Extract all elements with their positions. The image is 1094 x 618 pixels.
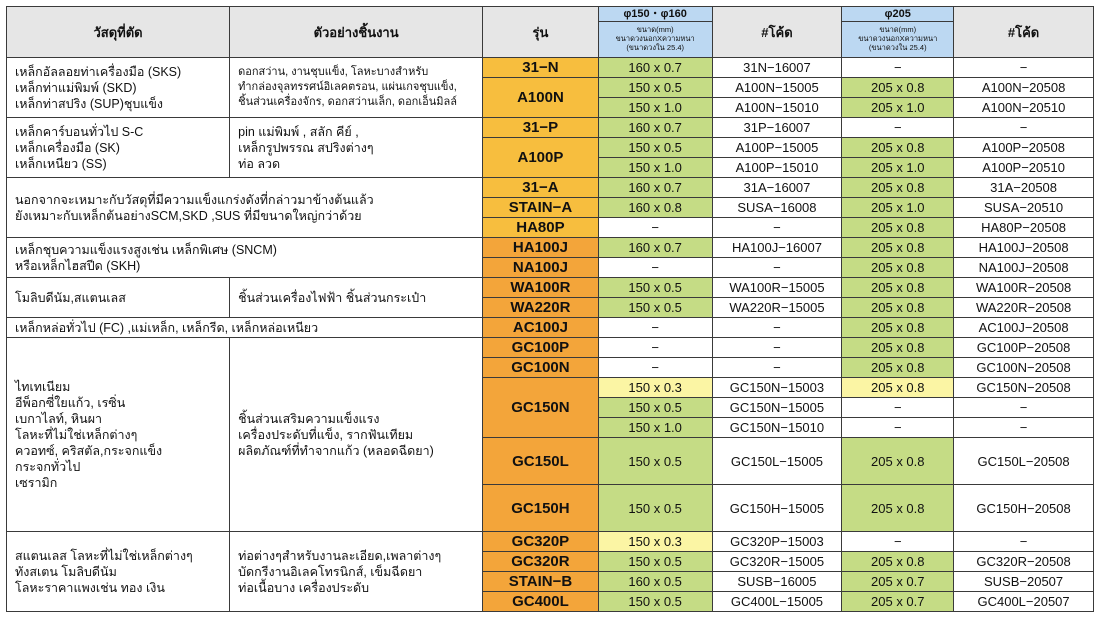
size150-cell: 160 x 0.7 (598, 58, 712, 78)
size205-cell: 205 x 0.8 (842, 138, 954, 158)
size150-cell: − (598, 318, 712, 338)
size150-cell: 150 x 0.5 (598, 398, 712, 418)
code205-cell: GC400L−20507 (954, 592, 1094, 612)
size150-cell: 150 x 0.5 (598, 78, 712, 98)
model-cell: 31−A (483, 178, 599, 198)
model-cell: GC400L (483, 592, 599, 612)
code205-cell: − (954, 532, 1094, 552)
size205-cell: 205 x 0.8 (842, 258, 954, 278)
model-cell: GC150H (483, 485, 599, 532)
size150-cell: − (598, 358, 712, 378)
table-row (7, 238, 1094, 258)
size205-cell: 205 x 0.8 (842, 178, 954, 198)
size205-cell: 205 x 0.8 (842, 318, 954, 338)
example-cell: ดอกสว่าน, งานชุบแข็ง, โลหะบางสำหรับ ทำกล่องจุลทรรศน์อิเลคตรอน, แผ่นเกจชุบแข็ง, ชิ้นส่วนเครื่องจักร, ดอกสว่านเล็ก, ดอกเอ็นมิลล์ (230, 58, 483, 118)
model-cell: STAIN−B (483, 572, 599, 592)
model-cell: A100P (483, 138, 599, 178)
code150-cell: − (712, 218, 842, 238)
size150-cell: 160 x 0.7 (598, 238, 712, 258)
code205-cell: GC100P−20508 (954, 338, 1094, 358)
phi205-sub2: ขนาดวงนอกXความหนา (858, 34, 938, 43)
code205-cell: 31A−20508 (954, 178, 1094, 198)
code205-cell: HA80P−20508 (954, 218, 1094, 238)
model-cell: GC150L (483, 438, 599, 485)
size150-cell: 150 x 0.5 (598, 592, 712, 612)
code150-cell: − (712, 358, 842, 378)
code205-cell: GC150L−20508 (954, 438, 1094, 485)
size205-cell: 205 x 0.8 (842, 438, 954, 485)
table-row (7, 532, 1094, 552)
material-cell: นอกจากจะเหมาะกับวัสดุที่มีความแข็งแกร่งดังที่กล่าวมาข้างต้นแล้ว ยังเหมาะกับเหล็กต้นอย่างSCM,SKD ,SUS ที่มีขนาดใหญ่กว่าด้วย (7, 178, 483, 238)
code205-cell: GC320R−20508 (954, 552, 1094, 572)
code150-cell: GC150H−15005 (712, 485, 842, 532)
phi205-sub1: ขนาด(mm) (879, 25, 917, 34)
size150-cell: 150 x 0.5 (598, 278, 712, 298)
header-material: วัสดุที่ตัด (7, 7, 230, 58)
code205-cell: HA100J−20508 (954, 238, 1094, 258)
code150-cell: 31N−16007 (712, 58, 842, 78)
size150-cell: 150 x 0.3 (598, 378, 712, 398)
table-row (7, 118, 1094, 138)
size150-cell: 150 x 1.0 (598, 418, 712, 438)
code150-cell: 31P−16007 (712, 118, 842, 138)
header-phi150 (598, 7, 712, 58)
code150-cell: SUSA−16008 (712, 198, 842, 218)
code150-cell: A100N−15010 (712, 98, 842, 118)
model-cell: STAIN−A (483, 198, 599, 218)
size150-cell: 150 x 0.5 (598, 138, 712, 158)
size205-cell: 205 x 0.7 (842, 592, 954, 612)
code150-cell: GC320P−15003 (712, 532, 842, 552)
code150-cell: GC150L−15005 (712, 438, 842, 485)
code150-cell: 31A−16007 (712, 178, 842, 198)
size205-cell: − (842, 418, 954, 438)
size205-cell: 205 x 0.8 (842, 238, 954, 258)
example-cell: ชิ้นส่วนเสริมความแข็งแรง เครื่องประดับที่แข็ง, รากฟันเทียม ผลิตภัณฑ์ที่ทำจากแก้ว (หลอดฉีดยา) (230, 338, 483, 532)
size150-cell: 160 x 0.8 (598, 198, 712, 218)
model-cell: NA100J (483, 258, 599, 278)
code205-cell: NA100J−20508 (954, 258, 1094, 278)
code150-cell: A100P−15010 (712, 158, 842, 178)
size205-cell: 205 x 1.0 (842, 198, 954, 218)
size205-cell: 205 x 0.8 (842, 378, 954, 398)
table-row (7, 178, 1094, 198)
code205-cell: A100P−20508 (954, 138, 1094, 158)
size205-cell: 205 x 0.8 (842, 358, 954, 378)
size150-cell: 150 x 1.0 (598, 98, 712, 118)
model-cell: HA80P (483, 218, 599, 238)
model-cell: HA100J (483, 238, 599, 258)
model-cell: GC100N (483, 358, 599, 378)
size205-cell: − (842, 118, 954, 138)
table-row (7, 318, 1094, 338)
size150-cell: 150 x 0.5 (598, 438, 712, 485)
code150-cell: − (712, 338, 842, 358)
phi150-sub3: (ขนาดวงใน 25.4) (626, 43, 684, 52)
code205-cell: GC100N−20508 (954, 358, 1094, 378)
code150-cell: GC150N−15005 (712, 398, 842, 418)
size205-cell: 205 x 0.8 (842, 298, 954, 318)
table-row (7, 58, 1094, 78)
code150-cell: GC150N−15003 (712, 378, 842, 398)
size150-cell: 160 x 0.5 (598, 572, 712, 592)
model-cell: 31−N (483, 58, 599, 78)
header-row (7, 7, 1094, 58)
code150-cell: − (712, 258, 842, 278)
model-cell: WA100R (483, 278, 599, 298)
size150-cell: 150 x 0.5 (598, 485, 712, 532)
size150-cell: 160 x 0.7 (598, 178, 712, 198)
size205-cell: 205 x 0.8 (842, 278, 954, 298)
size150-cell: 160 x 0.7 (598, 118, 712, 138)
phi150-subtitle (599, 22, 712, 52)
header-phi205 (842, 7, 954, 58)
code205-cell: GC150N−20508 (954, 378, 1094, 398)
header-code2: #โค้ด (954, 7, 1094, 58)
code150-cell: GC150N−15010 (712, 418, 842, 438)
code205-cell: − (954, 418, 1094, 438)
material-cell: เหล็กชุบความแข็งแรงสูงเช่น เหล็กพิเศษ (SNCM) หรือเหล็กไฮสปีด (SKH) (7, 238, 483, 278)
size150-cell: 150 x 0.3 (598, 532, 712, 552)
size205-cell: − (842, 58, 954, 78)
size205-cell: 205 x 1.0 (842, 158, 954, 178)
header-example: ตัวอย่างชิ้นงาน (230, 7, 483, 58)
table-row (7, 278, 1094, 298)
code150-cell: − (712, 318, 842, 338)
header-model: รุ่น (483, 7, 599, 58)
code150-cell: A100N−15005 (712, 78, 842, 98)
code205-cell: A100N−20508 (954, 78, 1094, 98)
phi205-title: φ205 (842, 7, 953, 22)
code205-cell: SUSA−20510 (954, 198, 1094, 218)
phi205-subtitle (842, 22, 953, 52)
material-cell: เหล็กอัลลอยท่าเครื่องมือ (SKS) เหล็กท่าแม่พิมพ์ (SKD) เหล็กท่าสปริง (SUP)ชุบแข็ง (7, 58, 230, 118)
code150-cell: SUSB−16005 (712, 572, 842, 592)
code205-cell: WA220R−20508 (954, 298, 1094, 318)
code205-cell: SUSB−20507 (954, 572, 1094, 592)
size205-cell: − (842, 532, 954, 552)
code205-cell: A100P−20510 (954, 158, 1094, 178)
code150-cell: GC400L−15005 (712, 592, 842, 612)
size150-cell: 150 x 1.0 (598, 158, 712, 178)
code150-cell: A100P−15005 (712, 138, 842, 158)
material-cell: ไทเทเนียม อีพ็อกซี่ใยแก้ว, เรซิ่น เบกาไลท์, หินผา โลหะที่ไม่ใช่เหล็กต่างๆ ควอทซ์, คริสตัล,กระจกแข็ง กระจกทั่วไป เซรามิก (7, 338, 230, 532)
size205-cell: 205 x 0.8 (842, 338, 954, 358)
code205-cell: − (954, 58, 1094, 78)
size205-cell: 205 x 0.8 (842, 218, 954, 238)
code205-cell: AC100J−20508 (954, 318, 1094, 338)
code205-cell: WA100R−20508 (954, 278, 1094, 298)
model-cell: AC100J (483, 318, 599, 338)
code205-cell: − (954, 118, 1094, 138)
example-cell: ชิ้นส่วนเครื่องไฟฟ้า ชิ้นส่วนกระเป๋า (230, 278, 483, 318)
phi150-sub1: ขนาด(mm) (636, 25, 674, 34)
size205-cell: − (842, 398, 954, 418)
size150-cell: 150 x 0.5 (598, 298, 712, 318)
size205-cell: 205 x 1.0 (842, 98, 954, 118)
material-cell: เหล็กคาร์บอนทั่วไป S-C เหล็กเครื่องมือ (SK) เหล็กเหนียว (SS) (7, 118, 230, 178)
model-cell: A100N (483, 78, 599, 118)
code150-cell: HA100J−16007 (712, 238, 842, 258)
material-cell: เหล็กหล่อทั่วไป (FC) ,แม่เหล็ก, เหล็กรีด, เหล็กหล่อเหนียว (7, 318, 483, 338)
size205-cell: 205 x 0.8 (842, 78, 954, 98)
size150-cell: − (598, 218, 712, 238)
header-code1: #โค้ด (712, 7, 842, 58)
model-cell: GC320R (483, 552, 599, 572)
code205-cell: GC150H−20508 (954, 485, 1094, 532)
code205-cell: − (954, 398, 1094, 418)
size205-cell: 205 x 0.7 (842, 572, 954, 592)
example-cell: pin แม่พิมพ์ , สลัก คีย์ , เหล็กรูปพรรณ สปริงต่างๆ ท่อ ลวด (230, 118, 483, 178)
phi150-title: φ150・φ160 (599, 7, 712, 22)
code150-cell: WA100R−15005 (712, 278, 842, 298)
phi205-sub3: (ขนาดวงใน 25.4) (868, 43, 927, 52)
model-cell: GC320P (483, 532, 599, 552)
material-cell: โมลิบดีนัม,สแตนเลส (7, 278, 230, 318)
model-cell: GC150N (483, 378, 599, 438)
size150-cell: 150 x 0.5 (598, 552, 712, 572)
size150-cell: − (598, 258, 712, 278)
table-row (7, 338, 1094, 358)
model-cell: 31−P (483, 118, 599, 138)
example-cell: ท่อต่างๆสำหรับงานละเอียด,เพลาต่างๆ บัดกรีงานอิเลคโทรนิกส์, เข็มฉีดยา ท่อเนื้อบาง เครื่องประดับ (230, 532, 483, 612)
code205-cell: A100N−20510 (954, 98, 1094, 118)
size150-cell: − (598, 338, 712, 358)
product-table (6, 6, 1094, 612)
model-cell: WA220R (483, 298, 599, 318)
model-cell: GC100P (483, 338, 599, 358)
code150-cell: WA220R−15005 (712, 298, 842, 318)
size205-cell: 205 x 0.8 (842, 552, 954, 572)
material-cell: สแตนเลส โลหะที่ไม่ใช่เหล็กต่างๆ ทังสเตน โมลิบดีนัม โลหะราคาแพงเช่น ทอง เงิน (7, 532, 230, 612)
phi150-sub2: ขนาดวงนอกXความหนา (615, 34, 695, 43)
code150-cell: GC320R−15005 (712, 552, 842, 572)
size205-cell: 205 x 0.8 (842, 485, 954, 532)
